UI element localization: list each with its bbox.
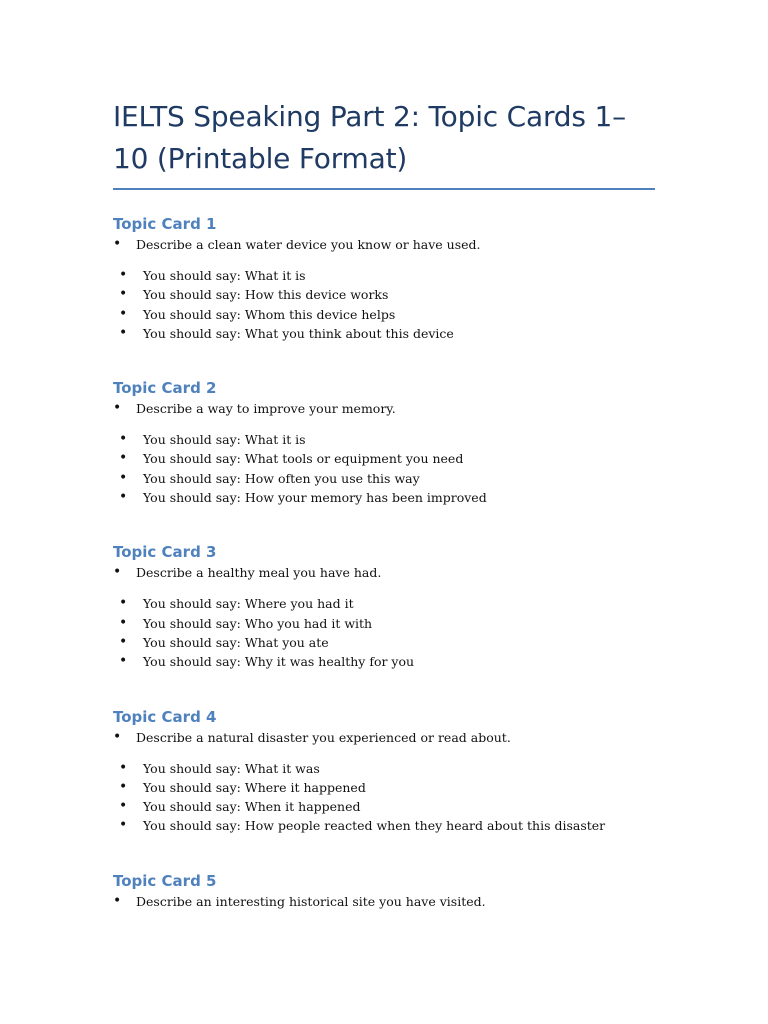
document-page — [113, 96, 655, 911]
list-item: • You should say: How your memory has been improved — [113, 488, 655, 507]
topic-points-list — [113, 430, 655, 507]
topic-prompt-list — [113, 563, 655, 582]
topic-points-list — [113, 759, 655, 836]
topic-prompt: • Describe an interesting historical site you have visited. — [113, 892, 655, 911]
list-item: • You should say: What it is — [113, 266, 655, 285]
topic-card-1 — [113, 213, 655, 343]
list-item: • You should say: Who you had it with — [113, 614, 655, 633]
list-item: • You should say: Where you had it — [113, 594, 655, 613]
list-item: • You should say: How people reacted when they heard about this disaster — [113, 816, 655, 835]
list-item: • You should say: How this device works — [113, 285, 655, 304]
topic-prompt: • Describe a healthy meal you have had. — [113, 563, 655, 582]
topic-prompt: • Describe a clean water device you know or have used. — [113, 235, 655, 254]
topic-card-heading: Topic Card 3 — [113, 543, 217, 562]
list-item: • You should say: How often you use this way — [113, 469, 655, 488]
topic-card-3 — [113, 541, 655, 671]
topic-prompt-list — [113, 399, 655, 418]
topic-prompt-list — [113, 235, 655, 254]
topic-points-list — [113, 266, 655, 343]
list-item: • You should say: What you think about this device — [113, 324, 655, 343]
list-item: • You should say: Whom this device helps — [113, 305, 655, 324]
list-item: • You should say: Where it happened — [113, 778, 655, 797]
topic-card-heading: Topic Card 1 — [113, 215, 217, 233]
list-item: • You should say: What it was — [113, 759, 655, 778]
topic-points-list — [113, 594, 655, 671]
topic-card-heading: Topic Card 5 — [113, 871, 217, 890]
topic-prompt-list — [113, 892, 655, 911]
topic-card-heading: Topic Card 2 — [113, 379, 217, 398]
list-item: • You should say: What tools or equipment you need — [113, 449, 655, 468]
topic-prompt-list — [113, 728, 655, 747]
list-item: • You should say: What you ate — [113, 633, 655, 652]
topic-prompt: • Describe a natural disaster you experienced or read about. — [113, 728, 655, 747]
list-item: • You should say: Why it was healthy for you — [113, 652, 655, 671]
topic-card-4 — [113, 706, 655, 836]
topic-prompt: • Describe a way to improve your memory. — [113, 399, 655, 418]
topic-card-heading: Topic Card 4 — [113, 707, 217, 726]
document-title: IELTS Speaking Part 2: Topic Cards 1–10 (Printable Format) — [113, 96, 655, 190]
list-item: • You should say: What it is — [113, 430, 655, 449]
topic-card-2 — [113, 377, 655, 507]
topic-card-5 — [113, 870, 655, 911]
list-item: • You should say: When it happened — [113, 797, 655, 816]
